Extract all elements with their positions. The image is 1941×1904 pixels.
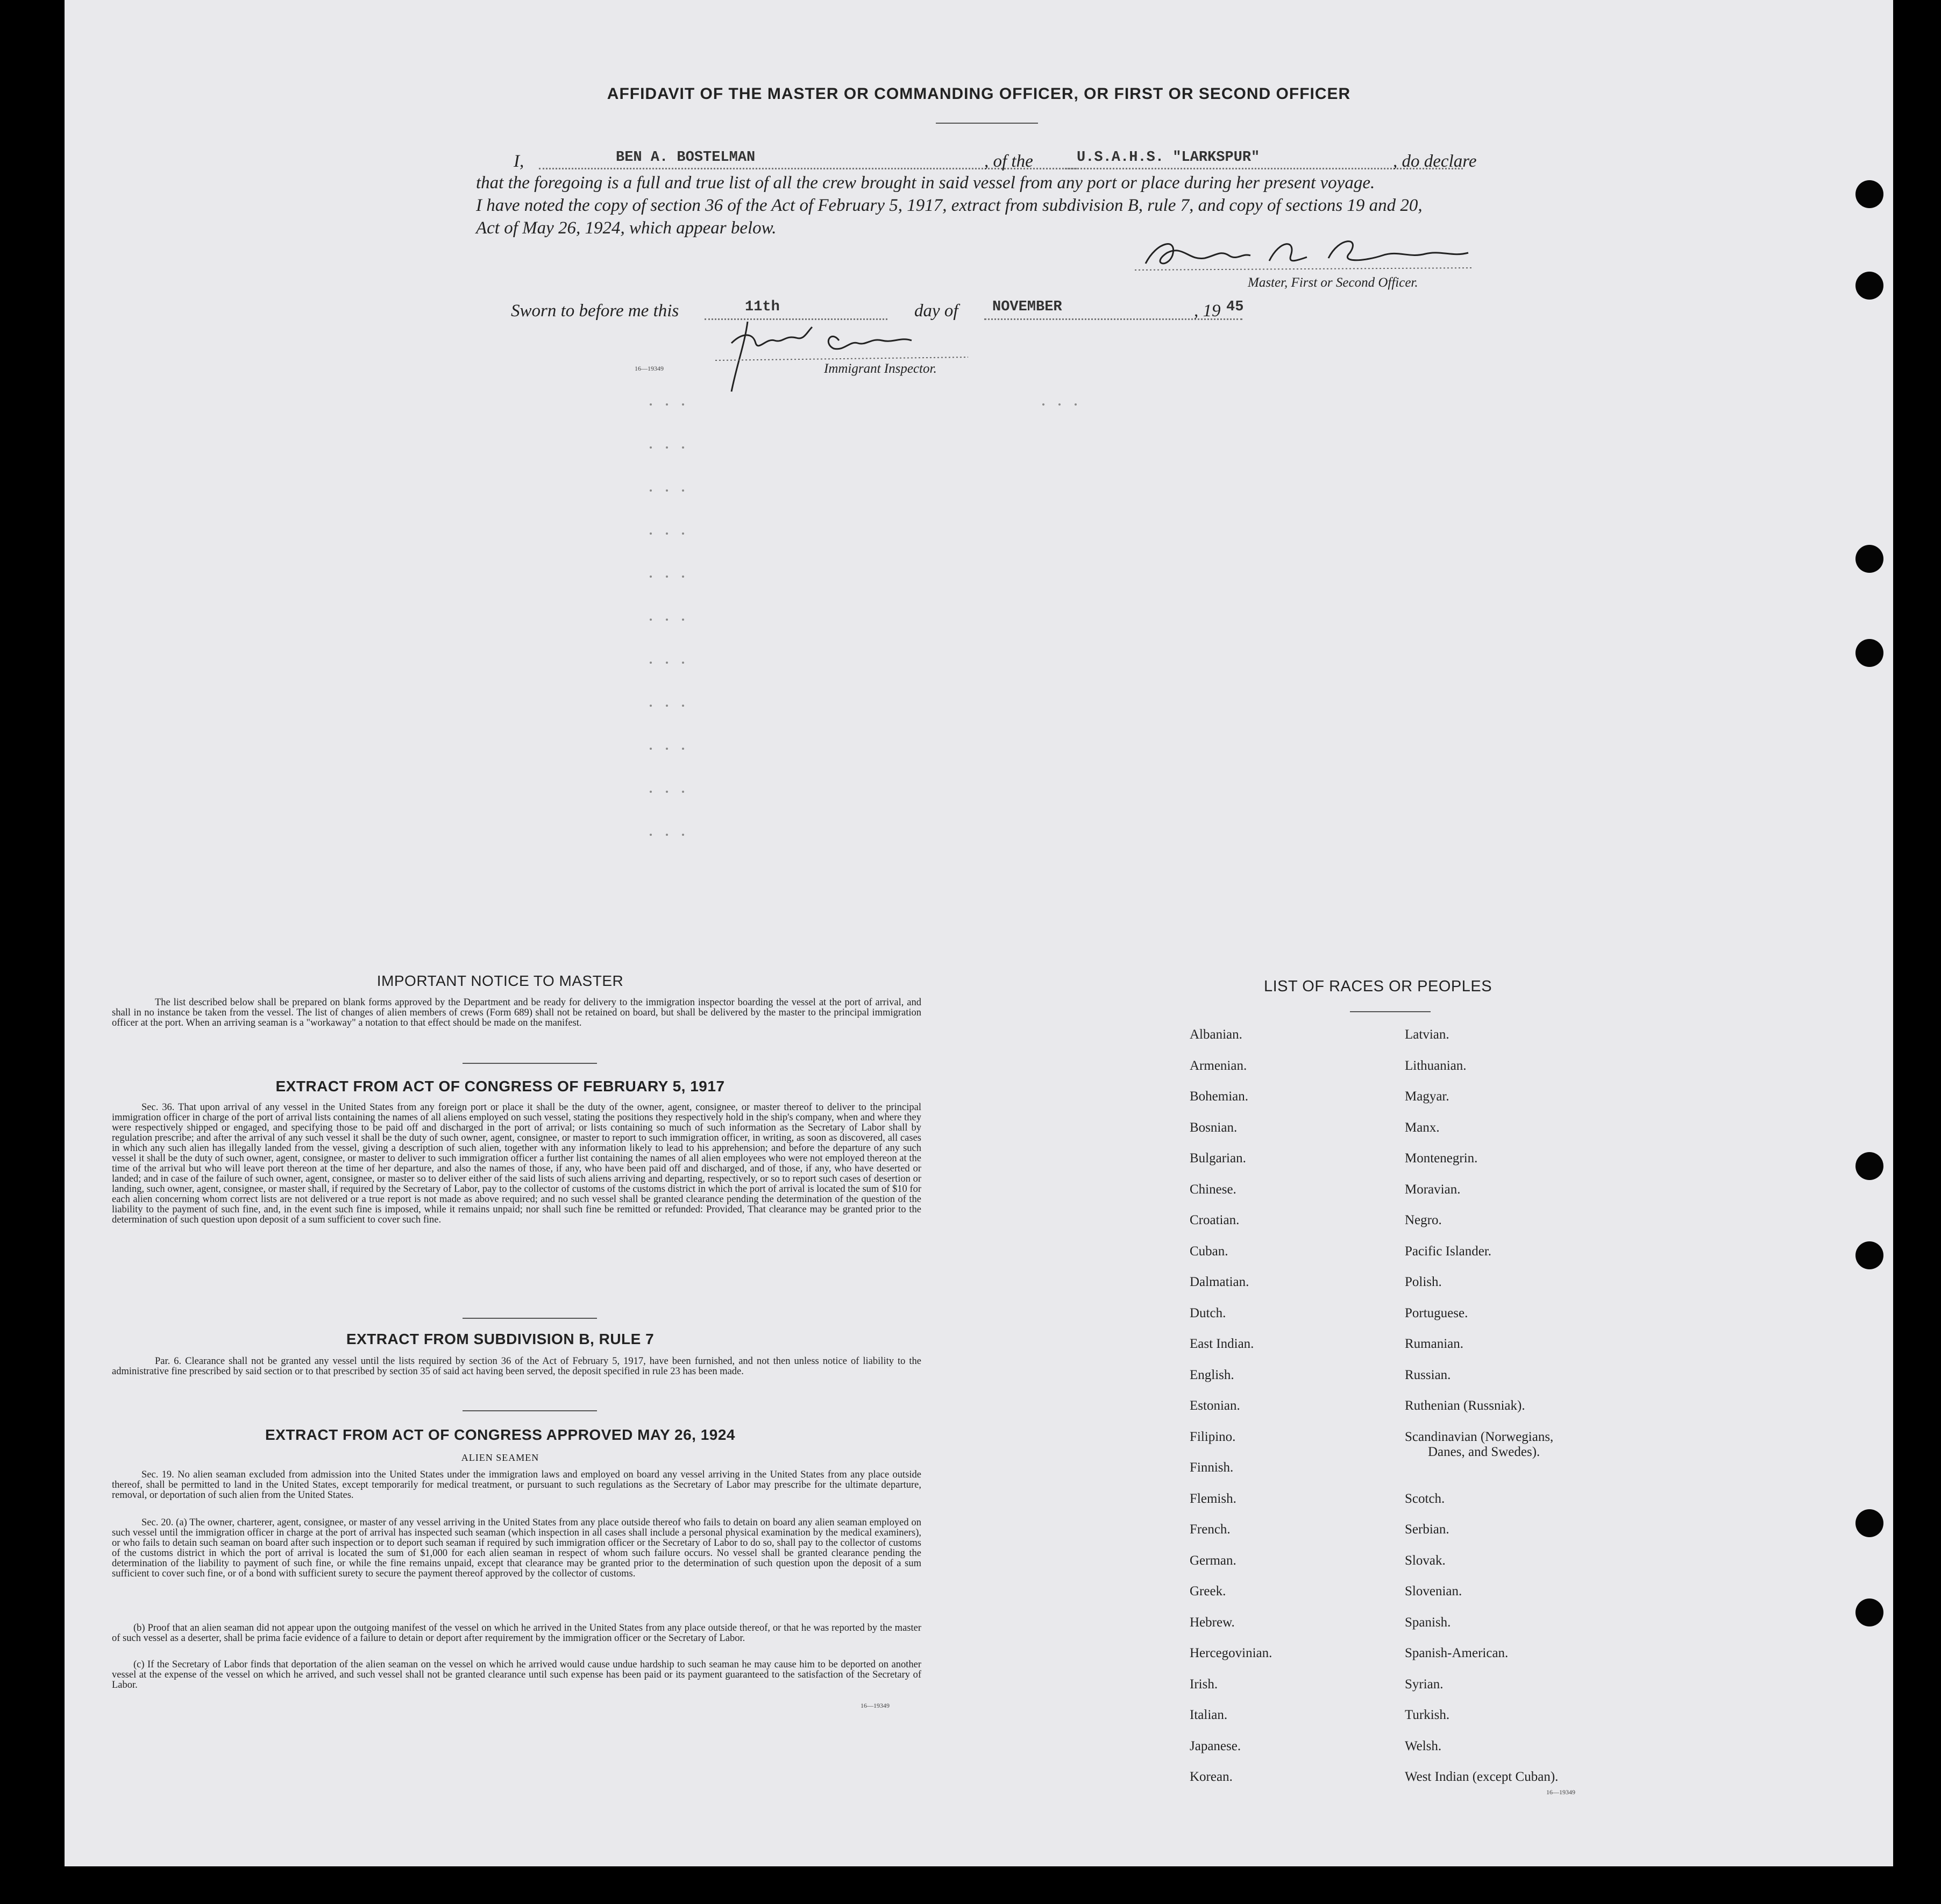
inspector-signature [715,311,973,397]
sworn-year: 45 [1226,299,1244,315]
race-item: Turkish. [1405,1708,1450,1722]
day-of-text: day of [914,301,958,321]
affidavit-pre-name: I, [514,152,524,171]
extract-1917-title: EXTRACT FROM ACT OF CONGRESS OF FEBRUARY 5, 1917 [275,1078,725,1095]
race-item: Greek. [1190,1584,1226,1598]
vessel-name: U.S.A.H.S. "LARKSPUR" [1077,150,1260,166]
race-item: Moravian. [1405,1182,1461,1197]
notice-title: IMPORTANT NOTICE TO MASTER [376,972,624,989]
race-item: Ruthenian (Russniak). [1405,1398,1525,1413]
race-item: Italian. [1190,1708,1228,1722]
race-item: Croatian. [1190,1213,1240,1227]
race-item: Irish. [1190,1676,1218,1692]
race-item: Scandinavian (Norwegians, [1405,1429,1554,1444]
extract-1924-sec20b: (b) Proof that an alien seaman did not appear upon the outgoing manifest of the vessel on which he arrived in the United States from any place outside thereof, or that he was reported by the master of such vessel as a deserter, shall be prima facie evidence of a failure to detain or deport after requirement by the immigration officer or the Secretary of Labor. [112,1623,921,1644]
rule7-title: EXTRACT FROM SUBDIVISION B, RULE 7 [346,1331,655,1347]
race-item: French. [1190,1522,1231,1537]
extract-1924-sec20c: (c) If the Secretary of Labor finds that deportation of the alien seaman on the vessel on which he arrived would cause undue hardship to such seaman he may cause him to be deported on another vessel at the expense of the vessel on which he arrived, and such vessel shall not be granted clearance until such expense has been paid or its payment guaranteed to the satisfaction of the Secretary of Labor. [112,1659,921,1690]
affidavit-do-declare: , do declare [1393,152,1477,171]
notice-divider [463,1063,597,1064]
race-item: Hercegovinian. [1190,1646,1272,1660]
race-item: Syrian. [1405,1676,1444,1692]
race-item: Danes, and Swedes). [1428,1444,1540,1459]
affidavit-line-4: Act of May 26, 1924, which appear below. [476,218,777,238]
race-item: Flemish. [1190,1491,1236,1506]
document-page [65,0,1893,1866]
background-specks [645,398,1129,882]
race-item: Welsh. [1405,1738,1442,1753]
race-item: Rumanian. [1405,1337,1464,1351]
affidavit-line-2: that the foregoing is a full and true list of all the crew brought in said vessel from any port or place during her present voyage. [476,173,1375,193]
race-item: East Indian. [1190,1337,1254,1351]
race-item: Spanish-American. [1405,1646,1509,1660]
race-item: Negro. [1405,1213,1442,1227]
race-item: English. [1190,1367,1234,1382]
race-item: Estonian. [1190,1398,1240,1413]
race-item: Portuguese. [1405,1305,1468,1320]
extract-1924-form-number: 16—19349 [861,1702,890,1709]
title-divider [936,123,1038,124]
punch-hole [1855,545,1883,573]
rule7-divider [463,1410,597,1411]
affidavit-line-3: I have noted the copy of section 36 of the Act of February 5, 1917, extract from subdivision B, rule 7, and copy of sections 19 and 20, [476,196,1423,215]
race-item: Manx. [1405,1120,1440,1135]
extract-1917-divider [463,1318,597,1319]
race-item: Bulgarian. [1190,1151,1246,1166]
sworn-text: Sworn to before me this [511,301,679,321]
race-item: Spanish. [1405,1615,1451,1630]
races-divider [1350,1011,1431,1012]
punch-hole [1855,1598,1883,1626]
race-item: Bohemian. [1190,1089,1249,1104]
race-item: Montenegrin. [1405,1151,1478,1166]
sworn-month: NOVEMBER [992,299,1062,315]
punch-hole [1855,1509,1883,1537]
race-item: Russian. [1405,1367,1451,1382]
extract-1924-title: EXTRACT FROM ACT OF CONGRESS APPROVED MAY 26, 1924 [265,1426,735,1443]
extract-1924-subtitle: ALIEN SEAMEN [461,1452,539,1463]
rule7-body: Par. 6. Clearance shall not be granted any vessel until the lists required by section 36 of the Act of February 5, 1917, have been furnished, and not then unless notice of liability to the administrative fine prescribed by said section or to that prescribed by section 35 of said act having been served, the deposit specified in rule 23 has been made. [112,1356,921,1377]
race-item: Magyar. [1405,1089,1449,1104]
race-item: German. [1190,1553,1236,1568]
race-item: Pacific Islander. [1405,1244,1492,1259]
race-item: Bosnian. [1190,1120,1238,1135]
extract-1917-body: Sec. 36. That upon arrival of any vessel in the United States from any foreign port or place it shall be the duty of the owner, agent, consignee, or master thereof to deliver to the principal immigration officer in charge of the port of arrival lists containing the names of all aliens employed on such vessel, stating the positions they respectively hold in the ship's company, when and where they were respectively shipped or engaged, and specifying those to be paid off and discharged in the port of arrival; or lists containing so much of such information as the Secretary of Labor shall by regulation prescribe; and after the arrival of any such vessel it shall be the duty of such owner, agent, consignee, or master to report to such immigration officer, in writing, as soon as discovered, all cases in which any such alien has illegally landed from the vessel, giving a description of such alien, together with any information likely to lead to his apprehension; and before the departure of any such vessel it shall be the duty of such owner, agent, consignee, or master to deliver to such immigration officer a further list containing the names of all alien employees who were not employed thereon at the time of the arrival but who will leave port thereon at the time of her departure, and also the names of those, if any, who have been paid off and discharged, and of those, if any, who have deserted or landed; and in case of the failure of such owner, agent, consignee, or master so to deliver either of the said lists of such aliens arriving and departing, respectively, or so to report such cases of desertion or landing, such owner, agent, consignee, or master shall, if required by the Secretary of Labor, pay to the collector of customs of the customs district in which the port of arrival is located the sum of $10 for each alien concerning whom correct lists are not delivered or a true report is not made as above required; and no such vessel shall be granted clearance pending the determination of the question of the liability to the payment of such fine, and, in the event such fine is imposed, while it remains unpaid; nor shall such fine be remitted or refunded: Provided, That clearance may be granted prior to the determination of such question upon deposit of a sum sufficient to cover such fine. [112,1102,921,1225]
races-title: LIST OF RACES OR PEOPLES [1264,978,1492,995]
race-item: Polish. [1405,1275,1442,1289]
master-signature [1135,231,1479,274]
races-form-number: 16—19349 [1546,1788,1575,1796]
sworn-day: 11th [745,299,780,315]
affidavit-form-number: 16—19349 [635,365,664,372]
race-item: Dutch. [1190,1305,1226,1320]
inspector-caption: Immigrant Inspector. [824,361,937,376]
race-item: Japanese. [1190,1738,1241,1753]
race-item: Serbian. [1405,1522,1449,1537]
master-caption: Master, First or Second Officer. [1248,275,1418,290]
race-item: Korean. [1190,1770,1233,1784]
punch-hole [1855,1152,1883,1180]
race-item: West Indian (except Cuban). [1405,1770,1559,1784]
race-item: Latvian. [1405,1027,1449,1042]
race-item: Cuban. [1190,1244,1228,1259]
race-item: Hebrew. [1190,1615,1235,1630]
race-item: Slovak. [1405,1553,1446,1568]
race-item: Albanian. [1190,1027,1242,1042]
race-item: Chinese. [1190,1182,1236,1197]
affidavit-title: AFFIDAVIT OF THE MASTER OR COMMANDING OFFICER, OR FIRST OR SECOND OFFICER [607,85,1351,103]
punch-hole [1855,1241,1883,1269]
race-item: Scotch. [1405,1491,1445,1506]
year-prefix: , 19 [1194,301,1221,321]
race-item: Finnish. [1190,1460,1234,1475]
race-item: Armenian. [1190,1058,1247,1073]
punch-hole [1855,272,1883,300]
affidavit-of-the: , of the [984,152,1033,171]
master-name: BEN A. BOSTELMAN [616,150,756,166]
notice-body: The list described below shall be prepared on blank forms approved by the Department and be ready for delivery to the immigration inspector boarding the vessel at the port of arrival, and shall in no instance be taken from the vessel. The list of changes of alien members of crews (Form 689) shall not be retained on board, but shall be delivered by the master to the principal immigration officer at the port. When an arriving seaman is a "workaway" a notation to that effect should be made on the manifest. [112,997,921,1028]
extract-1924-sec20a: Sec. 20. (a) The owner, charterer, agent, consignee, or master of any vessel arriving in the United States from any place outside thereof who fails to detain on board any alien seaman employed on such vessel until the immigration officer in charge at the port of arrival has inspected such seaman (which inspection in all cases shall include a personal physical examination by the medical examiners), or who fails to detain such seaman on board after such inspection or to deport such seaman if required by such immigration officer or the Secretary of Labor to do so, shall pay to the collector of customs of the customs district in which the port of arrival is located the sum of $1,000 for each alien seaman in respect of whom such failure occurs. No vessel shall be granted clearance pending the determination of the liability to payment of such fine, or while the fine remains unpaid, except that clearance may be granted prior to the determination of such question upon the deposit of a sum sufficient to cover such fine, or of a bond with sufficient surety to secure the payment thereof approved by the collector of customs. [112,1517,921,1579]
race-item: Filipino. [1190,1429,1236,1444]
race-item: Slovenian. [1405,1584,1462,1598]
extract-1924-sec19: Sec. 19. No alien seaman excluded from admission into the United States under the immigration laws and employed on board any vessel arriving in the United States from any place outside thereof, shall be permitted to land in the United States, except temporarily for medical treatment, or pursuant to such regulations as the Secretary of Labor may prescribe for the ultimate departure, removal, or deportation of such alien from the United States. [112,1469,921,1501]
race-item: Lithuanian. [1405,1058,1467,1073]
punch-hole [1855,639,1883,667]
punch-hole [1855,180,1883,208]
race-item: Dalmatian. [1190,1275,1249,1289]
